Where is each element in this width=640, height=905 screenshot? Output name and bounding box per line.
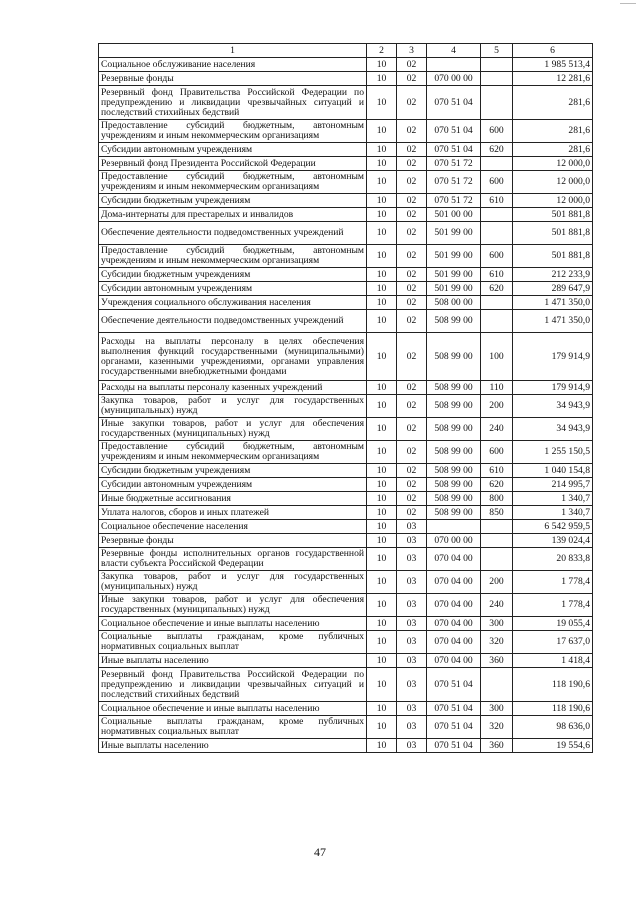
row-subsection: 03 (397, 716, 427, 739)
row-name: Предоставление субсидий бюджетным, автономным учреждениям и иным некоммерческим организациям (99, 245, 367, 268)
table-row (99, 245, 593, 268)
row-name: Социальные выплаты гражданам, кроме публичных нормативных социальных выплат (99, 631, 367, 654)
row-target-article: 508 99 00 (427, 441, 481, 464)
row-subsection: 03 (397, 631, 427, 654)
row-name: Предоставление субсидий бюджетным, автономным учреждениям и иным некоммерческим организациям (99, 171, 367, 194)
scan-corner-mark (620, 3, 636, 4)
row-expense-type (481, 534, 513, 548)
row-expense-type: 200 (481, 395, 513, 418)
table-row (99, 333, 593, 381)
row-section: 10 (367, 296, 397, 310)
row-amount: 1 340,7 (513, 506, 593, 520)
row-amount: 1 418,4 (513, 654, 593, 668)
row-name: Субсидии бюджетным учреждениям (99, 268, 367, 282)
row-expense-type (481, 208, 513, 222)
table-row (99, 120, 593, 143)
row-amount: 98 636,0 (513, 716, 593, 739)
row-name: Закупка товаров, работ и услуг для государственных (муниципальных) нужд (99, 395, 367, 418)
row-target-article: 501 99 00 (427, 245, 481, 268)
row-subsection: 03 (397, 594, 427, 617)
row-amount: 34 943,9 (513, 418, 593, 441)
header-cell: 3 (397, 44, 427, 58)
row-section: 10 (367, 654, 397, 668)
row-subsection: 02 (397, 58, 427, 72)
row-amount: 6 542 959,5 (513, 520, 593, 534)
header-cell: 1 (99, 44, 367, 58)
table-row (99, 702, 593, 716)
row-section: 10 (367, 381, 397, 395)
row-name: Резервный фонд Президента Российской Федерации (99, 157, 367, 171)
row-subsection: 02 (397, 143, 427, 157)
row-subsection: 02 (397, 222, 427, 245)
row-expense-type: 620 (481, 478, 513, 492)
table-row (99, 631, 593, 654)
row-expense-type: 320 (481, 716, 513, 739)
row-subsection: 02 (397, 418, 427, 441)
row-expense-type: 320 (481, 631, 513, 654)
row-target-article: 070 51 04 (427, 668, 481, 702)
table-row (99, 520, 593, 534)
row-name: Обеспечение деятельности подведомственных учреждений (99, 310, 367, 333)
row-subsection: 02 (397, 296, 427, 310)
row-section: 10 (367, 548, 397, 571)
row-amount: 501 881,8 (513, 245, 593, 268)
row-name: Социальные выплаты гражданам, кроме публичных нормативных социальных выплат (99, 716, 367, 739)
header-row (99, 44, 593, 58)
row-expense-type: 620 (481, 282, 513, 296)
row-amount: 281,6 (513, 120, 593, 143)
row-name: Учреждения социального обслуживания населения (99, 296, 367, 310)
table-row (99, 268, 593, 282)
row-expense-type (481, 520, 513, 534)
header-cell: 5 (481, 44, 513, 58)
table-row (99, 617, 593, 631)
row-amount: 214 995,7 (513, 478, 593, 492)
row-target-article: 070 04 00 (427, 594, 481, 617)
table-row (99, 506, 593, 520)
row-target-article: 070 51 04 (427, 739, 481, 753)
table-row (99, 222, 593, 245)
row-section: 10 (367, 492, 397, 506)
row-target-article: 508 99 00 (427, 492, 481, 506)
table-row (99, 654, 593, 668)
row-target-article: 070 51 04 (427, 716, 481, 739)
row-target-article: 070 04 00 (427, 631, 481, 654)
row-target-article: 070 04 00 (427, 571, 481, 594)
table-row (99, 208, 593, 222)
row-target-article: 070 51 04 (427, 702, 481, 716)
row-subsection: 02 (397, 492, 427, 506)
row-name: Социальное обеспечение и иные выплаты населению (99, 702, 367, 716)
row-subsection: 02 (397, 194, 427, 208)
row-amount: 1 340,7 (513, 492, 593, 506)
table-row (99, 72, 593, 86)
row-expense-type (481, 222, 513, 245)
row-subsection: 02 (397, 268, 427, 282)
row-name: Закупка товаров, работ и услуг для государственных (муниципальных) нужд (99, 571, 367, 594)
row-subsection: 02 (397, 282, 427, 296)
row-section: 10 (367, 194, 397, 208)
row-expense-type (481, 668, 513, 702)
header-cell: 4 (427, 44, 481, 58)
row-name: Субсидии бюджетным учреждениям (99, 464, 367, 478)
row-amount: 179 914,9 (513, 381, 593, 395)
row-name: Резервные фонды (99, 72, 367, 86)
row-section: 10 (367, 478, 397, 492)
row-name: Резервные фонды исполнительных органов государственной власти субъекта Российской Федерации (99, 548, 367, 571)
row-amount: 501 881,8 (513, 222, 593, 245)
row-amount: 1 985 513,4 (513, 58, 593, 72)
row-subsection: 03 (397, 520, 427, 534)
row-expense-type (481, 72, 513, 86)
table-row (99, 310, 593, 333)
row-subsection: 02 (397, 441, 427, 464)
table-row (99, 668, 593, 702)
row-target-article: 508 99 00 (427, 381, 481, 395)
row-section: 10 (367, 245, 397, 268)
row-name: Иные закупки товаров, работ и услуг для обеспечения государственных (муниципальных) нужд (99, 418, 367, 441)
table-row (99, 594, 593, 617)
row-target-article: 070 51 04 (427, 120, 481, 143)
budget-table (98, 43, 593, 753)
row-name: Субсидии бюджетным учреждениям (99, 194, 367, 208)
row-amount: 17 637,0 (513, 631, 593, 654)
table-row (99, 571, 593, 594)
row-section: 10 (367, 668, 397, 702)
row-expense-type: 360 (481, 739, 513, 753)
row-subsection: 02 (397, 86, 427, 120)
table-row (99, 464, 593, 478)
page-number: 47 (314, 845, 326, 859)
row-subsection: 02 (397, 72, 427, 86)
row-section: 10 (367, 418, 397, 441)
row-expense-type: 610 (481, 194, 513, 208)
row-subsection: 02 (397, 333, 427, 381)
row-section: 10 (367, 58, 397, 72)
row-amount: 118 190,6 (513, 702, 593, 716)
row-amount: 1 471 350,0 (513, 310, 593, 333)
row-name: Уплата налогов, сборов и иных платежей (99, 506, 367, 520)
row-expense-type: 850 (481, 506, 513, 520)
row-section: 10 (367, 702, 397, 716)
row-target-article (427, 58, 481, 72)
row-subsection: 03 (397, 571, 427, 594)
row-name: Расходы на выплаты персоналу в целях обеспечения выполнения функций государственными (муниципальными) органами, казенными учреждениями, органами управления государственными внебюджетными фондами (99, 333, 367, 381)
row-expense-type: 240 (481, 418, 513, 441)
row-name: Субсидии автономным учреждениям (99, 143, 367, 157)
row-expense-type: 240 (481, 594, 513, 617)
row-name: Иные выплаты населению (99, 739, 367, 753)
row-target-article: 070 51 04 (427, 143, 481, 157)
row-subsection: 03 (397, 702, 427, 716)
row-section: 10 (367, 464, 397, 478)
row-amount: 179 914,9 (513, 333, 593, 381)
row-expense-type: 300 (481, 702, 513, 716)
row-section: 10 (367, 594, 397, 617)
row-subsection: 02 (397, 381, 427, 395)
row-expense-type: 610 (481, 464, 513, 478)
row-expense-type: 600 (481, 441, 513, 464)
row-section: 10 (367, 534, 397, 548)
row-section: 10 (367, 86, 397, 120)
table-row (99, 716, 593, 739)
row-target-article: 508 99 00 (427, 478, 481, 492)
row-name: Расходы на выплаты персоналу казенных учреждений (99, 381, 367, 395)
row-name: Социальное обслуживание населения (99, 58, 367, 72)
row-amount: 12 000,0 (513, 157, 593, 171)
row-section: 10 (367, 171, 397, 194)
row-target-article: 070 04 00 (427, 654, 481, 668)
row-name: Социальное обеспечение и иные выплаты населению (99, 617, 367, 631)
row-amount: 281,6 (513, 143, 593, 157)
row-name: Субсидии автономным учреждениям (99, 282, 367, 296)
row-target-article: 070 00 00 (427, 534, 481, 548)
row-target-article: 501 99 00 (427, 268, 481, 282)
row-section: 10 (367, 143, 397, 157)
row-expense-type: 600 (481, 120, 513, 143)
row-amount: 139 024,4 (513, 534, 593, 548)
row-amount: 1 778,4 (513, 571, 593, 594)
row-expense-type: 800 (481, 492, 513, 506)
row-name: Резервные фонды (99, 534, 367, 548)
table-row (99, 58, 593, 72)
row-section: 10 (367, 739, 397, 753)
table-row (99, 282, 593, 296)
table-row (99, 395, 593, 418)
table-body (99, 58, 593, 753)
row-target-article: 501 99 00 (427, 282, 481, 296)
row-expense-type (481, 157, 513, 171)
row-target-article: 508 99 00 (427, 464, 481, 478)
row-expense-type: 200 (481, 571, 513, 594)
row-amount: 20 833,8 (513, 548, 593, 571)
row-name: Иные закупки товаров, работ и услуг для обеспечения государственных (муниципальных) нужд (99, 594, 367, 617)
row-name: Субсидии автономным учреждениям (99, 478, 367, 492)
row-subsection: 03 (397, 654, 427, 668)
row-target-article: 070 51 72 (427, 194, 481, 208)
row-subsection: 02 (397, 208, 427, 222)
table-row (99, 157, 593, 171)
row-expense-type (481, 86, 513, 120)
row-subsection: 02 (397, 120, 427, 143)
row-expense-type: 600 (481, 171, 513, 194)
row-subsection: 02 (397, 310, 427, 333)
row-section: 10 (367, 310, 397, 333)
table-row (99, 548, 593, 571)
row-amount: 1 471 350,0 (513, 296, 593, 310)
header-cell: 6 (513, 44, 593, 58)
row-section: 10 (367, 571, 397, 594)
table-row (99, 739, 593, 753)
row-subsection: 02 (397, 506, 427, 520)
row-section: 10 (367, 268, 397, 282)
row-target-article: 501 99 00 (427, 222, 481, 245)
row-amount: 1 255 150,5 (513, 441, 593, 464)
row-subsection: 02 (397, 157, 427, 171)
row-section: 10 (367, 617, 397, 631)
table-row (99, 86, 593, 120)
row-target-article: 070 51 04 (427, 86, 481, 120)
row-target-article: 508 99 00 (427, 333, 481, 381)
row-name: Обеспечение деятельности подведомственных учреждений (99, 222, 367, 245)
table-row (99, 194, 593, 208)
table-row (99, 418, 593, 441)
row-expense-type: 300 (481, 617, 513, 631)
row-name: Резервный фонд Правительства Российской Федерации по предупреждению и ликвидации чрезвычайных ситуаций и последствий стихийных бедствий (99, 86, 367, 120)
row-target-article: 508 99 00 (427, 506, 481, 520)
row-section: 10 (367, 395, 397, 418)
row-expense-type (481, 58, 513, 72)
row-section: 10 (367, 520, 397, 534)
row-amount: 12 000,0 (513, 194, 593, 208)
row-target-article: 508 99 00 (427, 310, 481, 333)
row-section: 10 (367, 631, 397, 654)
row-target-article: 070 51 72 (427, 157, 481, 171)
row-subsection: 03 (397, 548, 427, 571)
row-section: 10 (367, 208, 397, 222)
row-amount: 1 040 154,8 (513, 464, 593, 478)
row-target-article: 070 00 00 (427, 72, 481, 86)
row-section: 10 (367, 222, 397, 245)
row-name: Предоставление субсидий бюджетным, автономным учреждениям и иным некоммерческим организациям (99, 441, 367, 464)
table-row (99, 296, 593, 310)
row-subsection: 03 (397, 617, 427, 631)
row-subsection: 03 (397, 668, 427, 702)
row-target-article: 070 51 72 (427, 171, 481, 194)
row-expense-type: 610 (481, 268, 513, 282)
row-subsection: 02 (397, 245, 427, 268)
table-row (99, 441, 593, 464)
row-amount: 19 055,4 (513, 617, 593, 631)
row-amount: 19 554,6 (513, 739, 593, 753)
row-subsection: 02 (397, 395, 427, 418)
row-target-article: 508 00 00 (427, 296, 481, 310)
table-row (99, 143, 593, 157)
row-target-article: 070 04 00 (427, 617, 481, 631)
row-section: 10 (367, 333, 397, 381)
row-target-article: 508 99 00 (427, 418, 481, 441)
row-subsection: 03 (397, 739, 427, 753)
table-row (99, 478, 593, 492)
row-amount: 118 190,6 (513, 668, 593, 702)
row-expense-type: 620 (481, 143, 513, 157)
row-section: 10 (367, 506, 397, 520)
row-amount: 281,6 (513, 86, 593, 120)
row-name: Дома-интернаты для престарелых и инвалидов (99, 208, 367, 222)
row-target-article: 501 00 00 (427, 208, 481, 222)
row-name: Иные бюджетные ассигнования (99, 492, 367, 506)
row-subsection: 02 (397, 464, 427, 478)
row-name: Предоставление субсидий бюджетным, автономным учреждениям и иным некоммерческим организациям (99, 120, 367, 143)
row-target-article (427, 520, 481, 534)
row-section: 10 (367, 441, 397, 464)
row-expense-type: 110 (481, 381, 513, 395)
row-subsection: 02 (397, 478, 427, 492)
table-row (99, 381, 593, 395)
row-amount: 501 881,8 (513, 208, 593, 222)
row-amount: 12 281,6 (513, 72, 593, 86)
row-section: 10 (367, 716, 397, 739)
row-amount: 289 647,9 (513, 282, 593, 296)
row-section: 10 (367, 120, 397, 143)
row-subsection: 02 (397, 171, 427, 194)
table-row (99, 534, 593, 548)
row-target-article: 508 99 00 (427, 395, 481, 418)
row-subsection: 03 (397, 534, 427, 548)
header-cell: 2 (367, 44, 397, 58)
row-expense-type (481, 296, 513, 310)
row-expense-type: 600 (481, 245, 513, 268)
row-amount: 34 943,9 (513, 395, 593, 418)
row-expense-type: 360 (481, 654, 513, 668)
row-target-article: 070 04 00 (427, 548, 481, 571)
row-amount: 12 000,0 (513, 171, 593, 194)
row-amount: 212 233,9 (513, 268, 593, 282)
row-expense-type (481, 548, 513, 571)
row-section: 10 (367, 72, 397, 86)
table-row (99, 171, 593, 194)
row-name: Резервный фонд Правительства Российской Федерации по предупреждению и ликвидации чрезвычайных ситуаций и последствий стихийных бедствий (99, 668, 367, 702)
table-row (99, 492, 593, 506)
row-name: Иные выплаты населению (99, 654, 367, 668)
row-section: 10 (367, 282, 397, 296)
row-amount: 1 778,4 (513, 594, 593, 617)
row-section: 10 (367, 157, 397, 171)
row-expense-type (481, 310, 513, 333)
row-expense-type: 100 (481, 333, 513, 381)
row-name: Социальное обеспечение населения (99, 520, 367, 534)
